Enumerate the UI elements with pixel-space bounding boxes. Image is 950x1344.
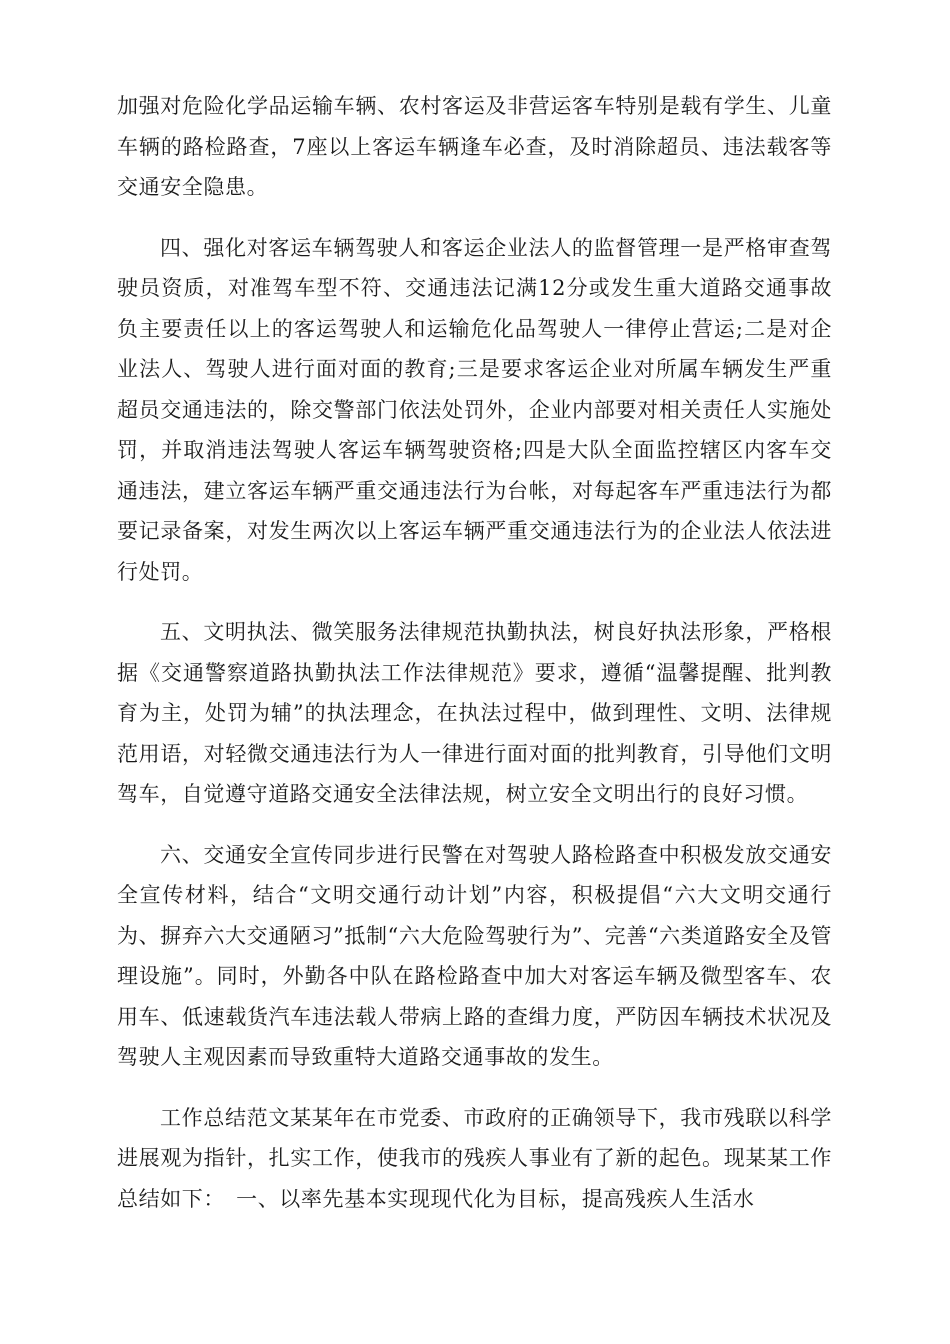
document-body bbox=[117, 86, 832, 1239]
paragraph-section-six: 六、交通安全宣传同步进行民警在对驾驶人路检路查中积极发放交通安全宣传材料，结合“文明交通行动计划”内容，积极提倡“六大文明交通行为、摒弃六大交通陋习”抵制“六大危险驾驶行为”、完善“六类道路安全及管理设施”。同时，外勤各中队在路检路查中加大对客运车辆及微型客车、农用车、低速载货汽车违法载人带病上路的查缉力度，严防因车辆技术状况及驾驶人主观因素而导致重特大道路交通事故的发生。 bbox=[117, 842, 832, 1069]
paragraph-section-four: 四、强化对客运车辆驾驶人和客运企业法人的监督管理一是严格审查驾驶员资质，对准驾车型不符、交通违法记满12分或发生重大道路交通事故负主要责任以上的客运驾驶人和运输危化品驾驶人一律停止营运;二是对企业法人、驾驶人进行面对面的教育;三是要求客运企业对所属车辆发生严重超员交通违法的，除交警部门依法处罚外，企业内部要对相关责任人实施处罚，并取消违法驾驶人客运车辆驾驶资格;四是大队全面监控辖区内客车交通违法，建立客运车辆严重交通违法行为台帐，对每起客车严重违法行为都要记录备案，对发生两次以上客运车辆严重交通违法行为的企业法人依法进行处罚。 bbox=[117, 235, 832, 584]
paragraph-section-five: 五、文明执法、微笑服务法律规范执勤执法，树良好执法形象，严格根据《交通警察道路执勤执法工作法律规范》要求，遵循“温馨提醒、批判教育为主，处罚为辅”的执法理念，在执法过程中，做到理性、文明、法律规范用语，对轻微交通违法行为人一律进行面对面的批判教育，引导他们文明驾车，自觉遵守道路交通安全法律法规，树立安全文明出行的良好习惯。 bbox=[117, 620, 832, 806]
paragraph-continuation: 加强对危险化学品运输车辆、农村客运及非营运客车特别是载有学生、儿童车辆的路检路查，7座以上客运车辆逢车必查，及时消除超员、违法载客等交通安全隐患。 bbox=[117, 94, 832, 199]
paragraph-work-summary: 工作总结范文某某年在市党委、市政府的正确领导下，我市残联以科学进展观为指针，扎实工作，使我市的残疾人事业有了新的起色。现某某工作总结如下： 一、以率先基本实现现代化为目标，提高残疾人生活水 bbox=[117, 1105, 832, 1211]
